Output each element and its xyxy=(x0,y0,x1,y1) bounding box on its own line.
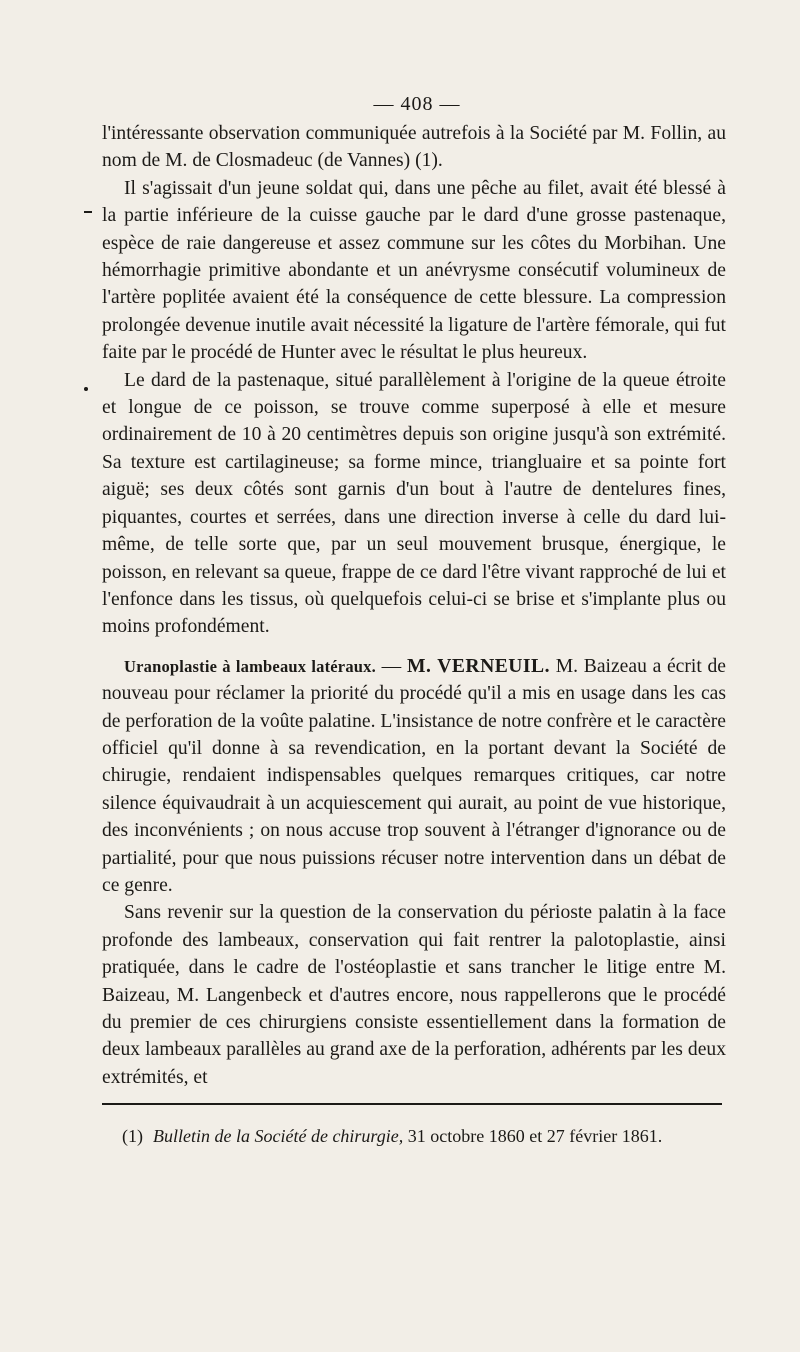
paragraph-continuation: l'intéressante observation communiquée autrefois à la Société par M. Follin, au nom de M. de Closmadeuc (de Vannes) (1). xyxy=(102,123,726,172)
footnote xyxy=(102,1123,726,1149)
section-text: M. Baizeau a écrit de nouveau pour réclamer la priorité du procédé qu'il a mis en usage dans les cas de perforation de la voûte palatine. L'insistance de notre confrère et le caractère officiel qu'il donne à sa revendication, en la portant devant la Société de chirugie, rendaient indispensables quelques remarques critiques, car notre silence équivaudrait à un acquiescement qui aurait, au point de vue historique, des inconvénients ; on nous accuse trop souvent à l'étranger d'ignorance ou de partialité, pour que nous puissions récuser notre intervention dans un débat de ce genre. xyxy=(102,655,726,896)
page-body xyxy=(102,88,726,1149)
footnote-text: 31 octobre 1860 et 27 février 1861. xyxy=(403,1126,663,1147)
section-title: Uranoplastie à lambeaux latéraux. xyxy=(124,656,376,676)
margin-mark xyxy=(84,211,92,213)
paragraph-closing: Sans revenir sur la question de la conservation du périoste palatin à la face profonde des lambeaux, conservation qui fait rentrer la palotoplastie, ainsi pratiquée, dans le cadre de l'ostéoplastie et sans trancher le litige entre M. Baizeau, M. Langenbeck et d'autres encore, nous rappellerons que le procédé du premier de ces chirurgiens consiste essentiellement dans la formation de deux lambeaux parallèles au grand axe de la perforation, adhérents par les deux extrémités, et xyxy=(102,902,726,1088)
paragraph-stingray-dart: Le dard de la pastenaque, situé parallèlement à l'origine de la queue étroite et longue de ce poisson, se trouve comme superposé à elle et mesure ordinairement de 10 à 20 centimètres depuis son origine jusqu'à son extrémité. Sa texture est cartilagineuse; sa forme mince, triangluaire et sa pointe fort aiguë; ses deux côtés sont garnis d'un bout à l'autre de dentelures fines, piquantes, courtes et serrées, dans une direction inverse à celle du dard lui-même, de telle sorte que, par un seul mouvement brusque, énergique, le poisson, en relevant sa queue, frappe de ce dard l'être vivant rapproché de lui et l'enfonce dans les tissus, où quelquefois celui-ci se brise et s'implante plus ou moins profondément. xyxy=(102,369,726,638)
page-number: — 408 — xyxy=(373,93,461,115)
section-dash: — xyxy=(375,655,407,677)
footnote-divider xyxy=(102,1103,722,1105)
margin-dot xyxy=(84,387,88,391)
section-paragraph xyxy=(102,653,726,900)
footnote-title: Bulletin de la Société de chirurgie, xyxy=(153,1126,404,1147)
section-author: M. VERNEUIL. xyxy=(406,655,551,677)
paragraph-case-description: Il s'agissait d'un jeune soldat qui, dans une pêche au filet, avait été blessé à la partie inférieure de la cuisse gauche par le dard d'une grosse pastenaque, espèce de raie dangereuse et assez commune sur les côtes du Morbihan. Une hémorrhagie primitive abondante et un anévrysme consécutif volumineux de l'artère poplitée avaient été la conséquence de cette blessure. La compression prolongée devenue inutile avait nécessité la ligature de l'artère fémorale, qui fut faite par le procédé de Hunter avec le résultat le plus heureux. xyxy=(102,177,726,364)
section-uranoplastie xyxy=(102,653,726,900)
footnote-mark: (1) xyxy=(122,1126,143,1147)
